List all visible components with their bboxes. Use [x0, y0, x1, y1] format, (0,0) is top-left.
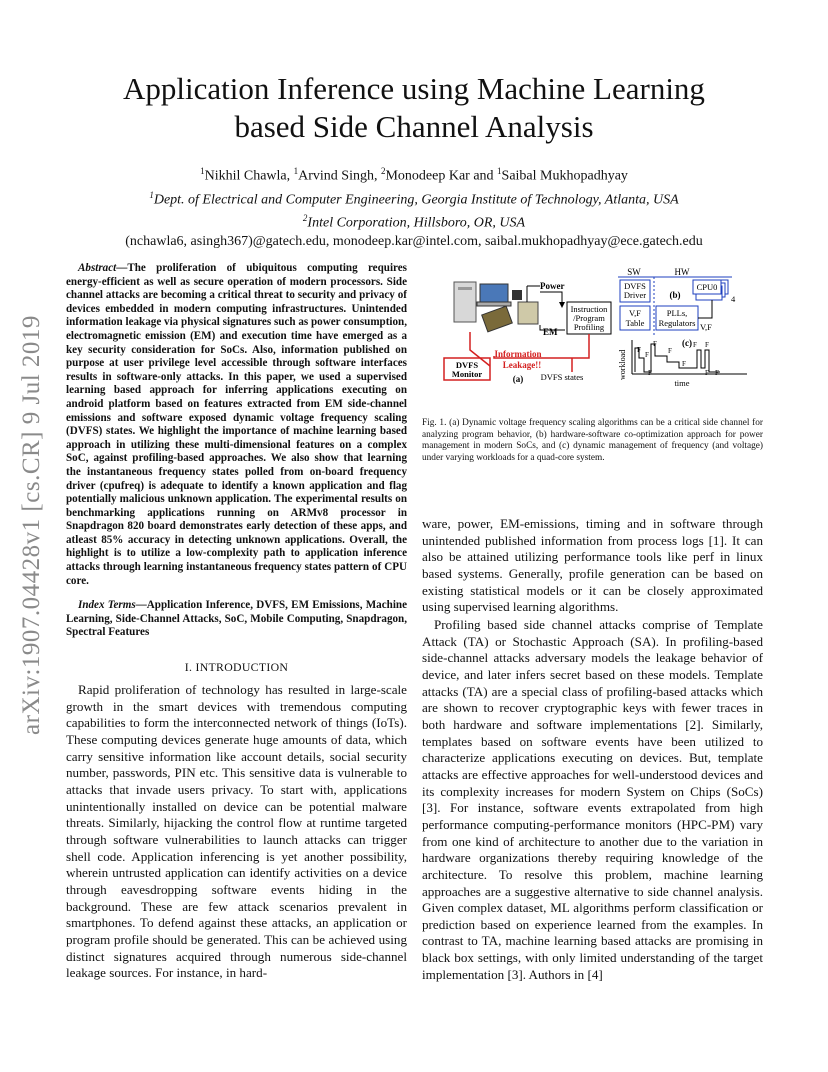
- affiliation-2: $^2$Intel Corporation, Hillsboro, OR, USA: [302, 213, 526, 231]
- dvfs-states-label: DVFS states: [540, 372, 584, 382]
- intro-paragraph-right-2: Profiling based side channel attacks comprise of Template Attack (TA) or Stochastic Approach (SA). In profiling-based side-channel attacks adversary models the leakage behavior of device, and later infers secret based on these models. Template attacks (TA) are a special class of profiling-based attacks which are shown to recover cryptographic keys with fewer traces in both hardware and software implementations [2]. Similarly, templates based on software events have been utilized to characterize applications executing on devices. But, template attacks are effective approaches for well-understood devices and its complexity increases for modern System on Chips (SoCs) [3]. For instance, software events extrapolated from high performance computing-performance monitors (HPC-PM) vary from one kind of architecture to another due to the variation in hardware organizations thereby requiring knowledge of the architecture. To resolve this problem, machine learning approaches are a suggestive alternative to side channel analysis. Given complex dataset, ML algorithms perform classification or prediction based on experience learned from the examples. In contrast to TA, machine learning based attacks are promising in black box settings, with only limited understanding of the target implementation [3]. Authors in [4]: [422, 617, 763, 982]
- vf-output-label: V,F: [700, 322, 712, 332]
- author-block: [80, 162, 748, 251]
- abstract: Abstract—The proliferation of ubiquitous computing requires energy-efficient as well as secure operation of modern processors. Side channel attacks are becoming a critical threat to security and privacy of devices embedded in modern computing infrastructures. Unintended information leakage via physical signatures such as power consumption, electromagnetic emission (EM) and execution time have emerged as a key security consideration for SoCs. Also, information published on purpose at user privilege level accessible through software interfaces results in software-only attacks. In this paper, we used a supervised learning based approach for inferring applications executing on android platform based on features extracted from EM side-channel emissions and software exposed dynamic voltage frequency scaling (DVFS) states. We highlight the importance of machine learning based approach in utilizing these multi-dimensional features on a complex SoC, against profiling-based approaches. We also show that learning the instantaneous frequency states polled from on-board frequency driver (cpufreq) is adequate to identify a known application and flag potentially malicious unknown application. The experimental results on benchmarking applications running on ARMv8 processor in Snapdragon 820 board demonstrates early detection of these apps, and atleast 85% accuracy in detecting unknown applications. Overall, the highlight is to utilize a low-complexity path to application inference attacks through learning instantaneous frequency states pattern of CPU core.: [66, 262, 407, 587]
- intro-paragraph-left: Rapid proliferation of technology has resulted in large-scale growth in the smart devices with tremendous computing capabilities to form the interconnected network of things (IoTs). These computing devices generate huge amounts of data, which carry sensitive information like account details, social security number, passwords, PIN etc. This sensitive data is vulnerable to attacks that invade users privacy. To start with, applications unintentionally installed on device can be potential malware threats. Similarly, hijacking the control flow at runtime targeted through software vulnerabilities to launch attacks can trigger shell code. Application inferencing is yet another possibility, wherein untrusted application can identify activities on a device through eavesdropping software events hiding in the background. These are few attack scenarios prevalent in smartphones. To defend against these attacks, an application or program profile should be generated. This can be achieved using distinct signatures acquired through numerous side-channel leakage sources. For instance, in hard-: [66, 682, 407, 981]
- plls-label-1: PLLs,: [666, 308, 688, 318]
- figure-diagram: [422, 262, 763, 397]
- cpu-label: CPU0: [696, 282, 718, 292]
- freq-label-f0a: F: [682, 360, 686, 368]
- affiliation-1: $^1$Dept. of Electrical and Computer Engineering, Georgia Institute of Technology, Atlanta, USA: [149, 189, 679, 208]
- freq-label-f2: F: [668, 347, 672, 355]
- freq-label-f3b: F: [653, 340, 657, 348]
- arxiv-stamp: arXiv:1907.04428v1 [cs.CR] 9 Jul 2019: [18, 315, 45, 735]
- fpga-board-icon: [518, 302, 538, 324]
- vf-table-label-1: V,F: [629, 308, 641, 318]
- dvfs-monitor-label-2: Monitor: [451, 369, 483, 379]
- info-leak-label-1: Information: [494, 349, 542, 359]
- info-leak-label-2: Leakage!!: [502, 360, 542, 370]
- profiling-label-2: /Program: [573, 313, 605, 323]
- title-line-2: based Side Channel Analysis: [234, 109, 594, 144]
- phone-icon: [512, 290, 522, 300]
- figure-1: [422, 262, 763, 397]
- power-to-profiling-arrow: [540, 292, 562, 307]
- subfig-b-label: (b): [669, 290, 681, 300]
- circuit-board-icon: [482, 306, 513, 332]
- intro-paragraph-right-1: ware, power, EM-emissions, timing and in software through unintended published information from process logs [1]. It can also be attained utilizing performance tools like perf in linux based systems. Generally, profile generation can be based on existing statistical models or it can be closely approximated using supervised learning algorithms.: [422, 516, 763, 615]
- plls-label-2: Regulators: [658, 318, 696, 328]
- dvfs-driver-label-1: DVFS: [624, 281, 646, 291]
- title-line-1: Application Inference using Machine Learning: [123, 71, 705, 106]
- section-heading: I. INTRODUCTION: [184, 660, 289, 674]
- freq-label-f3a: F: [637, 346, 641, 354]
- author-names: $^1$Nikhil Chawla, $^1$Arvind Singh, $^2$Monodeep Kar and $^1$Saibal Mukhopadhyay: [200, 166, 628, 184]
- dvfs-monitor-label-1: DVFS: [455, 360, 479, 370]
- freq-label-f0d: F: [715, 369, 719, 377]
- drive-slot-icon: [458, 287, 472, 290]
- subfig-c-label: (c): [682, 338, 692, 348]
- profiling-label-3: Profiling: [573, 322, 605, 332]
- em-label: EM: [543, 327, 558, 337]
- index-terms: Index Terms—Application Inference, DVFS, EM Emissions, Machine Learning, Side-Channel Attacks, SoC, Mobile Computing, Snapdragon, Spectral Features: [66, 599, 407, 639]
- core-count-label: 4: [731, 294, 736, 304]
- dvfs-driver-label-2: Driver: [623, 290, 647, 300]
- sw-label: SW: [627, 267, 641, 277]
- hw-label: HW: [674, 267, 690, 277]
- pll-to-cpu-arrow: [698, 300, 712, 318]
- profiling-label-1: Instruction: [570, 304, 608, 314]
- time-axis-label: time: [674, 378, 690, 388]
- laptop-screen-icon: [480, 284, 508, 302]
- vf-table-label-2: Table: [625, 318, 645, 328]
- workload-axis-label: workload: [618, 349, 627, 380]
- figure-caption: Fig. 1. (a) Dynamic voltage frequency scaling algorithms can be a critical side channel for analyzing program behavior, (b) hardware-software co-optimization approach for power management in modern SoCs, and (c) dynamic management of frequency (and voltage) under varying workloads for a quad-core system.: [422, 418, 763, 464]
- freq-label-f1: F: [645, 351, 649, 359]
- freq-label-f0b: F: [648, 369, 652, 377]
- laptop-base-icon: [477, 302, 511, 306]
- freq-label-f3d: F: [705, 341, 709, 349]
- freq-label-f3c: F: [693, 341, 697, 349]
- author-emails: (nchawla6, asingh367)@gatech.edu, monodeep.kar@intel.com, saibal.mukhopadhyay@ece.gatech.edu: [125, 233, 703, 249]
- freq-label-f0c: F: [705, 369, 709, 377]
- power-label: Power: [540, 281, 565, 291]
- paper-title: [80, 70, 748, 146]
- subfig-a-label: (a): [512, 374, 524, 384]
